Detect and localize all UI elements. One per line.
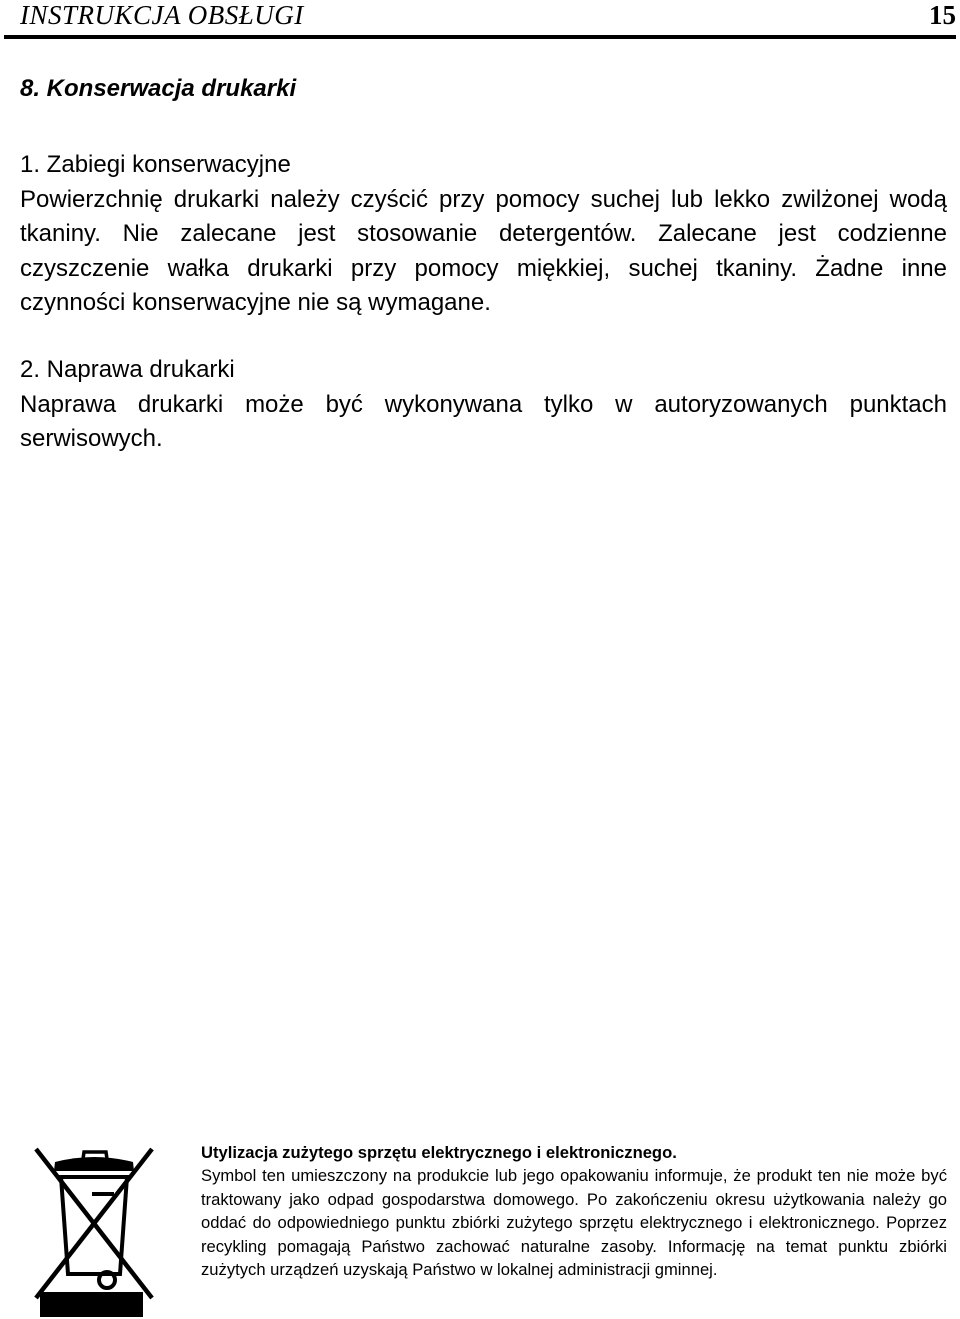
disposal-title: Utylizacja zużytego sprzętu elektrycznego i elektronicznego. xyxy=(201,1143,677,1162)
page-number: 15 xyxy=(929,0,956,30)
page-header xyxy=(20,0,960,34)
section-text: Naprawa drukarki może być wykonywana tylko w autoryzowanych punktach serwisowych. xyxy=(20,390,947,452)
section-heading: 2. Naprawa drukarki xyxy=(20,356,235,383)
header-divider xyxy=(4,35,956,39)
section-repair xyxy=(20,353,947,457)
section-text: Powierzchnię drukarki należy czyścić przy pomocy suchej lub lekko zwilżonej wodą tkaniny. Nie zalecane jest stosowanie detergentów. Zalecane jest codzienne czyszczenie wałka drukarki przy pomocy miękkiej, suchej tkaniny. Żadne inne czynności konserwacyjne nie są wymagane. xyxy=(20,185,947,316)
section-heading: 1. Zabiegi konserwacyjne xyxy=(20,151,291,178)
header-title: INSTRUKCJA OBSŁUGI xyxy=(20,0,304,30)
disposal-text: Symbol ten umieszczony na produkcie lub jego opakowaniu informuje, że produkt ten nie może być traktowany jako odpad gospodarstwa domowego. Po zakończeniu okresu użytkowania należy go oddać do odpowiedniego punktu zbiórki zużytego sprzętu elektrycznego i elektronicznego. Poprzez recykling pomagają Państwo zachować naturalne zasoby. Informację na temat punktu zbiórki zużytych urządzeń uzyskają Państwo w lokalnej administracji gminnej. xyxy=(201,1166,947,1280)
section-maintenance xyxy=(20,148,947,321)
chapter-title: 8. Konserwacja drukarki xyxy=(20,75,297,102)
disposal-notice xyxy=(201,1141,947,1281)
crossed-out-wheeled-bin-icon xyxy=(33,1146,155,1318)
